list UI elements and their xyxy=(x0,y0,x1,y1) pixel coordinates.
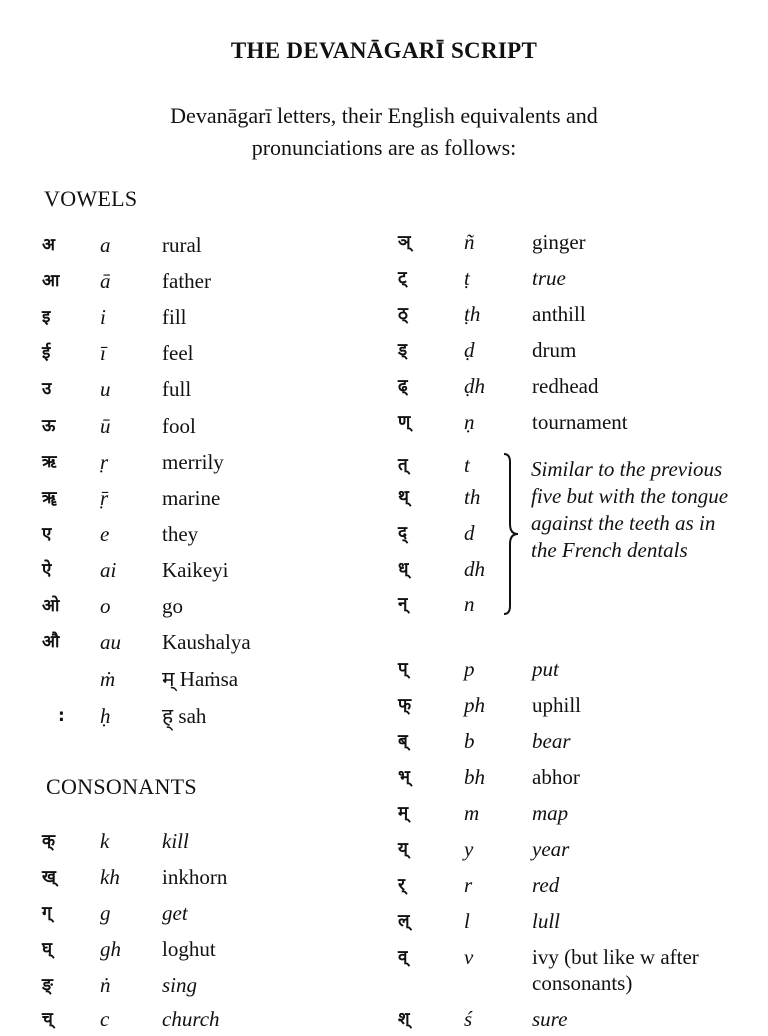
consonants-heading: CONSONANTS xyxy=(46,774,197,799)
english-example: uphill xyxy=(532,693,582,717)
intro-line-2: pronunciations are as follows: xyxy=(251,135,517,160)
english-example: put xyxy=(532,657,559,681)
romanization: v xyxy=(464,945,474,969)
romanization: k xyxy=(100,829,110,853)
romanization: ph xyxy=(464,693,485,717)
devanagari-letter: द् xyxy=(398,523,408,543)
english-example: fill xyxy=(162,305,187,329)
romanization: o xyxy=(100,594,111,618)
english-example: ह् sah xyxy=(162,704,207,728)
romanization: d xyxy=(464,521,475,545)
romanization: dh xyxy=(464,557,485,581)
english-example: म् Haṁsa xyxy=(162,667,239,691)
english-example: ivy (but like w after consonants) xyxy=(532,945,699,995)
english-example: anthill xyxy=(532,302,586,326)
devanagari-letter: क् xyxy=(42,831,56,851)
romanization: ś xyxy=(464,1007,473,1031)
english-example: marine xyxy=(162,486,221,510)
english-example: full xyxy=(162,377,192,401)
english-example: merrily xyxy=(162,450,224,474)
devanagari-letter: औ xyxy=(42,632,60,652)
devanagari-letter: ढ् xyxy=(398,376,408,396)
devanagari-letter: ओ xyxy=(42,596,60,616)
vowels-heading: VOWELS xyxy=(44,186,138,211)
devanagari-letter: च् xyxy=(42,1009,53,1029)
english-example: inkhorn xyxy=(162,865,228,889)
devanagari-letter: ए xyxy=(42,524,52,544)
romanization: th xyxy=(464,485,481,509)
english-example: abhor xyxy=(532,765,580,789)
english-example: redhead xyxy=(532,374,599,398)
romanization: c xyxy=(100,1007,110,1031)
english-example: Kaikeyi xyxy=(162,558,229,582)
devanagari-letter: ङ् xyxy=(42,975,53,995)
devanagari-letter: ई xyxy=(42,343,51,363)
devanagari-letter: इ xyxy=(42,307,51,327)
devanagari-letter: ध् xyxy=(398,559,409,579)
romanization: u xyxy=(100,377,111,401)
romanization: kh xyxy=(100,865,120,889)
english-example: loghut xyxy=(162,937,216,961)
english-example: they xyxy=(162,522,199,546)
devanagari-letter: र् xyxy=(398,875,405,895)
romanization: bh xyxy=(464,765,485,789)
devanagari-letter: ब् xyxy=(398,731,408,751)
devanagari-letter: भ् xyxy=(398,767,410,787)
devanagari-letter: त् xyxy=(398,455,408,475)
english-example: feel xyxy=(162,341,194,365)
romanization: ṁ xyxy=(100,667,116,691)
english-example: lull xyxy=(532,909,561,933)
devanagari-letter: ण् xyxy=(398,412,411,432)
intro-text xyxy=(0,100,768,164)
english-example: drum xyxy=(532,338,577,362)
romanization: gh xyxy=(100,937,121,961)
devanagari-letter: उ xyxy=(42,379,52,399)
devanagari-letter: ॠ xyxy=(42,488,57,508)
romanization: e xyxy=(100,522,110,546)
english-example: true xyxy=(532,266,566,290)
romanization: i xyxy=(100,305,106,329)
romanization: l xyxy=(464,909,470,933)
romanization: ai xyxy=(100,558,117,582)
english-example: father xyxy=(162,269,211,293)
devanagari-letter: थ् xyxy=(398,487,409,507)
devanagari-letter: ऊ xyxy=(42,416,56,436)
english-example: sing xyxy=(162,973,198,997)
devanagari-letter: ञ् xyxy=(398,232,411,252)
romanization: ā xyxy=(100,269,111,293)
romanization: ī xyxy=(100,341,106,365)
english-example: map xyxy=(532,801,569,825)
romanization: m xyxy=(464,801,480,825)
curly-brace xyxy=(498,452,522,616)
romanization: ḥ xyxy=(100,704,111,728)
devanagari-letter: ख् xyxy=(42,867,56,887)
romanization: g xyxy=(100,901,111,925)
romanization: p xyxy=(464,657,475,681)
page-title: THE DEVANĀGARĪ SCRIPT xyxy=(230,38,538,63)
devanagari-letter: ऋ xyxy=(42,452,57,472)
devanagari-letter: ट् xyxy=(398,268,407,288)
devanagari-letter: ड् xyxy=(398,340,408,360)
romanization: ṭ xyxy=(464,266,470,290)
english-example: red xyxy=(532,873,560,897)
english-example: sure xyxy=(532,1007,568,1031)
devanagari-letter: ग् xyxy=(42,903,52,923)
dental-note: Similar to the previous five but with the tongue against the teeth as in the French dentals xyxy=(531,457,729,562)
romanization: r xyxy=(464,873,473,897)
english-example: Kaushalya xyxy=(162,630,251,654)
devanagari-letter: ठ् xyxy=(398,304,408,324)
english-example: ginger xyxy=(532,230,586,254)
english-example: year xyxy=(532,837,570,861)
english-example: get xyxy=(162,901,188,925)
romanization: t xyxy=(464,453,470,477)
english-example: church xyxy=(162,1007,220,1031)
devanagari-letter: अ xyxy=(42,235,55,255)
devanagari-letter: श् xyxy=(398,1009,410,1029)
romanization: n xyxy=(464,592,475,616)
romanization: ḍh xyxy=(464,374,485,398)
devanagari-letter: य् xyxy=(398,839,408,859)
devanagari-letter: : xyxy=(58,706,65,726)
devanagari-letter: ऐ xyxy=(42,560,52,580)
romanization: a xyxy=(100,233,111,257)
romanization: ṝ xyxy=(100,486,109,510)
romanization: ṛ xyxy=(100,450,109,474)
romanization: ḍ xyxy=(464,338,475,362)
romanization: b xyxy=(464,729,475,753)
english-example: fool xyxy=(162,414,196,438)
devanagari-letter: व् xyxy=(398,947,408,967)
romanization: au xyxy=(100,630,121,654)
english-example: bear xyxy=(532,729,571,753)
devanagari-letter: म् xyxy=(398,803,409,823)
devanagari-letter: घ् xyxy=(42,939,53,959)
devanagari-letter: न् xyxy=(398,594,408,614)
romanization: y xyxy=(464,837,474,861)
devanagari-letter: आ xyxy=(42,271,60,291)
intro-line-1: Devanāgarī letters, their English equivalents and xyxy=(170,103,598,128)
english-example: tournament xyxy=(532,410,628,434)
romanization: ṅ xyxy=(100,973,111,997)
english-example: go xyxy=(162,594,183,618)
romanization: ū xyxy=(100,414,111,438)
english-example: rural xyxy=(162,233,202,257)
romanization: ñ xyxy=(464,230,475,254)
devanagari-letter: ल् xyxy=(398,911,410,931)
romanization: ṇ xyxy=(464,410,475,434)
devanagari-letter: प् xyxy=(398,659,408,679)
devanagari-letter: फ् xyxy=(398,695,412,715)
romanization: ṭh xyxy=(464,302,481,326)
english-example: kill xyxy=(162,829,189,853)
